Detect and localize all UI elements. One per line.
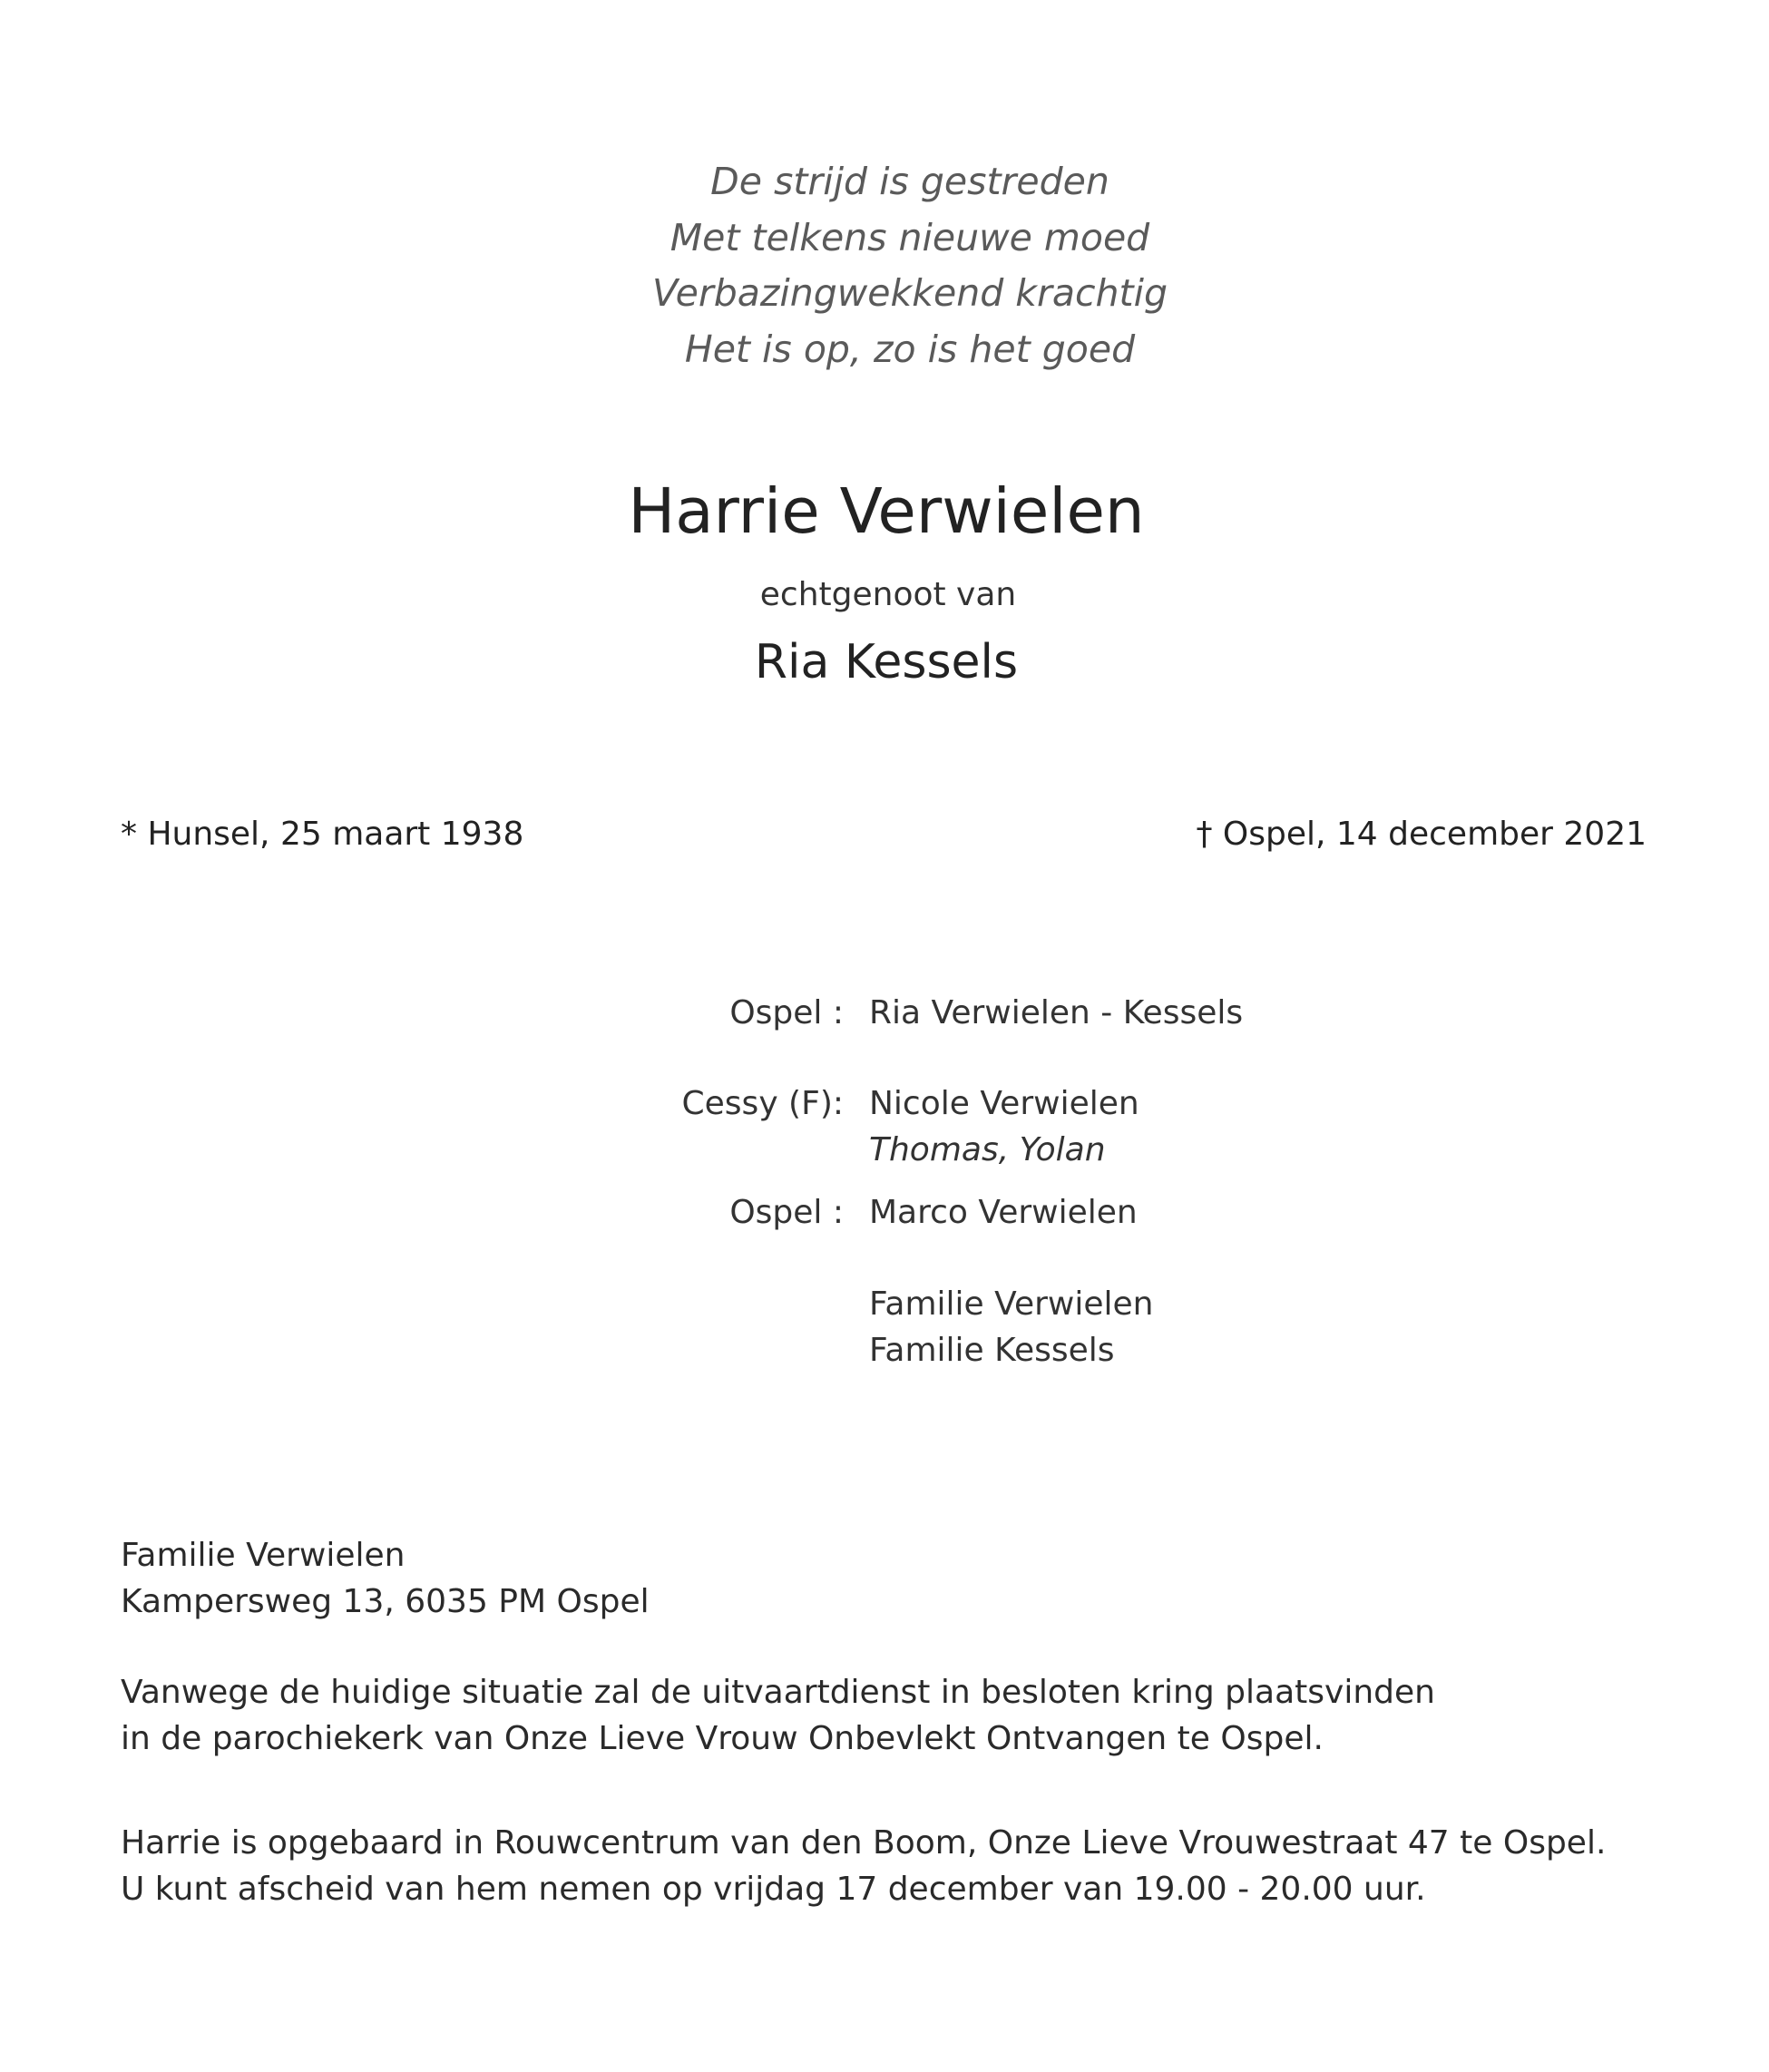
poem-line-1: De strijd is gestreden [710, 160, 1109, 203]
poem-line-4: Het is op, zo is het goed [684, 327, 1136, 371]
relative-place-2: Cessy (F): [681, 1085, 844, 1122]
poem-line-3: Verbazingwekkend krachtig [651, 271, 1168, 315]
address-street: Kampersweg 13, 6035 PM Ospel [121, 1583, 650, 1620]
family-1: Familie Verwielen [869, 1285, 1154, 1323]
spouse-name: Ria Kessels [754, 635, 1019, 689]
address-family: Familie Verwielen [121, 1537, 406, 1574]
service-line-1: Vanwege de huidige situatie zal de uitvaartdienst in besloten kring plaatsvinden [121, 1674, 1435, 1711]
viewing-line-2: U kunt afscheid van hem nemen op vrijdag 17 december van 19.00 - 20.00 uur. [121, 1871, 1426, 1908]
relative-place-3: Ospel : [729, 1194, 844, 1231]
relative-name-3: Marco Verwielen [869, 1194, 1138, 1231]
death-date: † Ospel, 14 december 2021 [1196, 816, 1647, 853]
service-line-2: in de parochiekerk van Onze Lieve Vrouw Onbevlekt Ontvangen te Ospel. [121, 1720, 1324, 1757]
family-2: Familie Kessels [869, 1332, 1115, 1369]
poem-line-2: Met telkens nieuwe moed [669, 215, 1150, 259]
relation-text: echtgenoot van [759, 576, 1017, 613]
birth-date: * Hunsel, 25 maart 1938 [121, 816, 524, 853]
relative-name-1: Ria Verwielen - Kessels [869, 994, 1244, 1031]
grandchildren-names: Thomas, Yolan [869, 1131, 1106, 1168]
viewing-line-1: Harrie is opgebaard in Rouwcentrum van den Boom, Onze Lieve Vrouwestraat 47 te Ospel. [121, 1824, 1607, 1862]
relative-name-2: Nicole Verwielen [869, 1085, 1139, 1122]
deceased-name: Harrie Verwielen [628, 475, 1145, 548]
poem [25, 154, 1769, 377]
relative-place-1: Ospel : [729, 994, 844, 1031]
